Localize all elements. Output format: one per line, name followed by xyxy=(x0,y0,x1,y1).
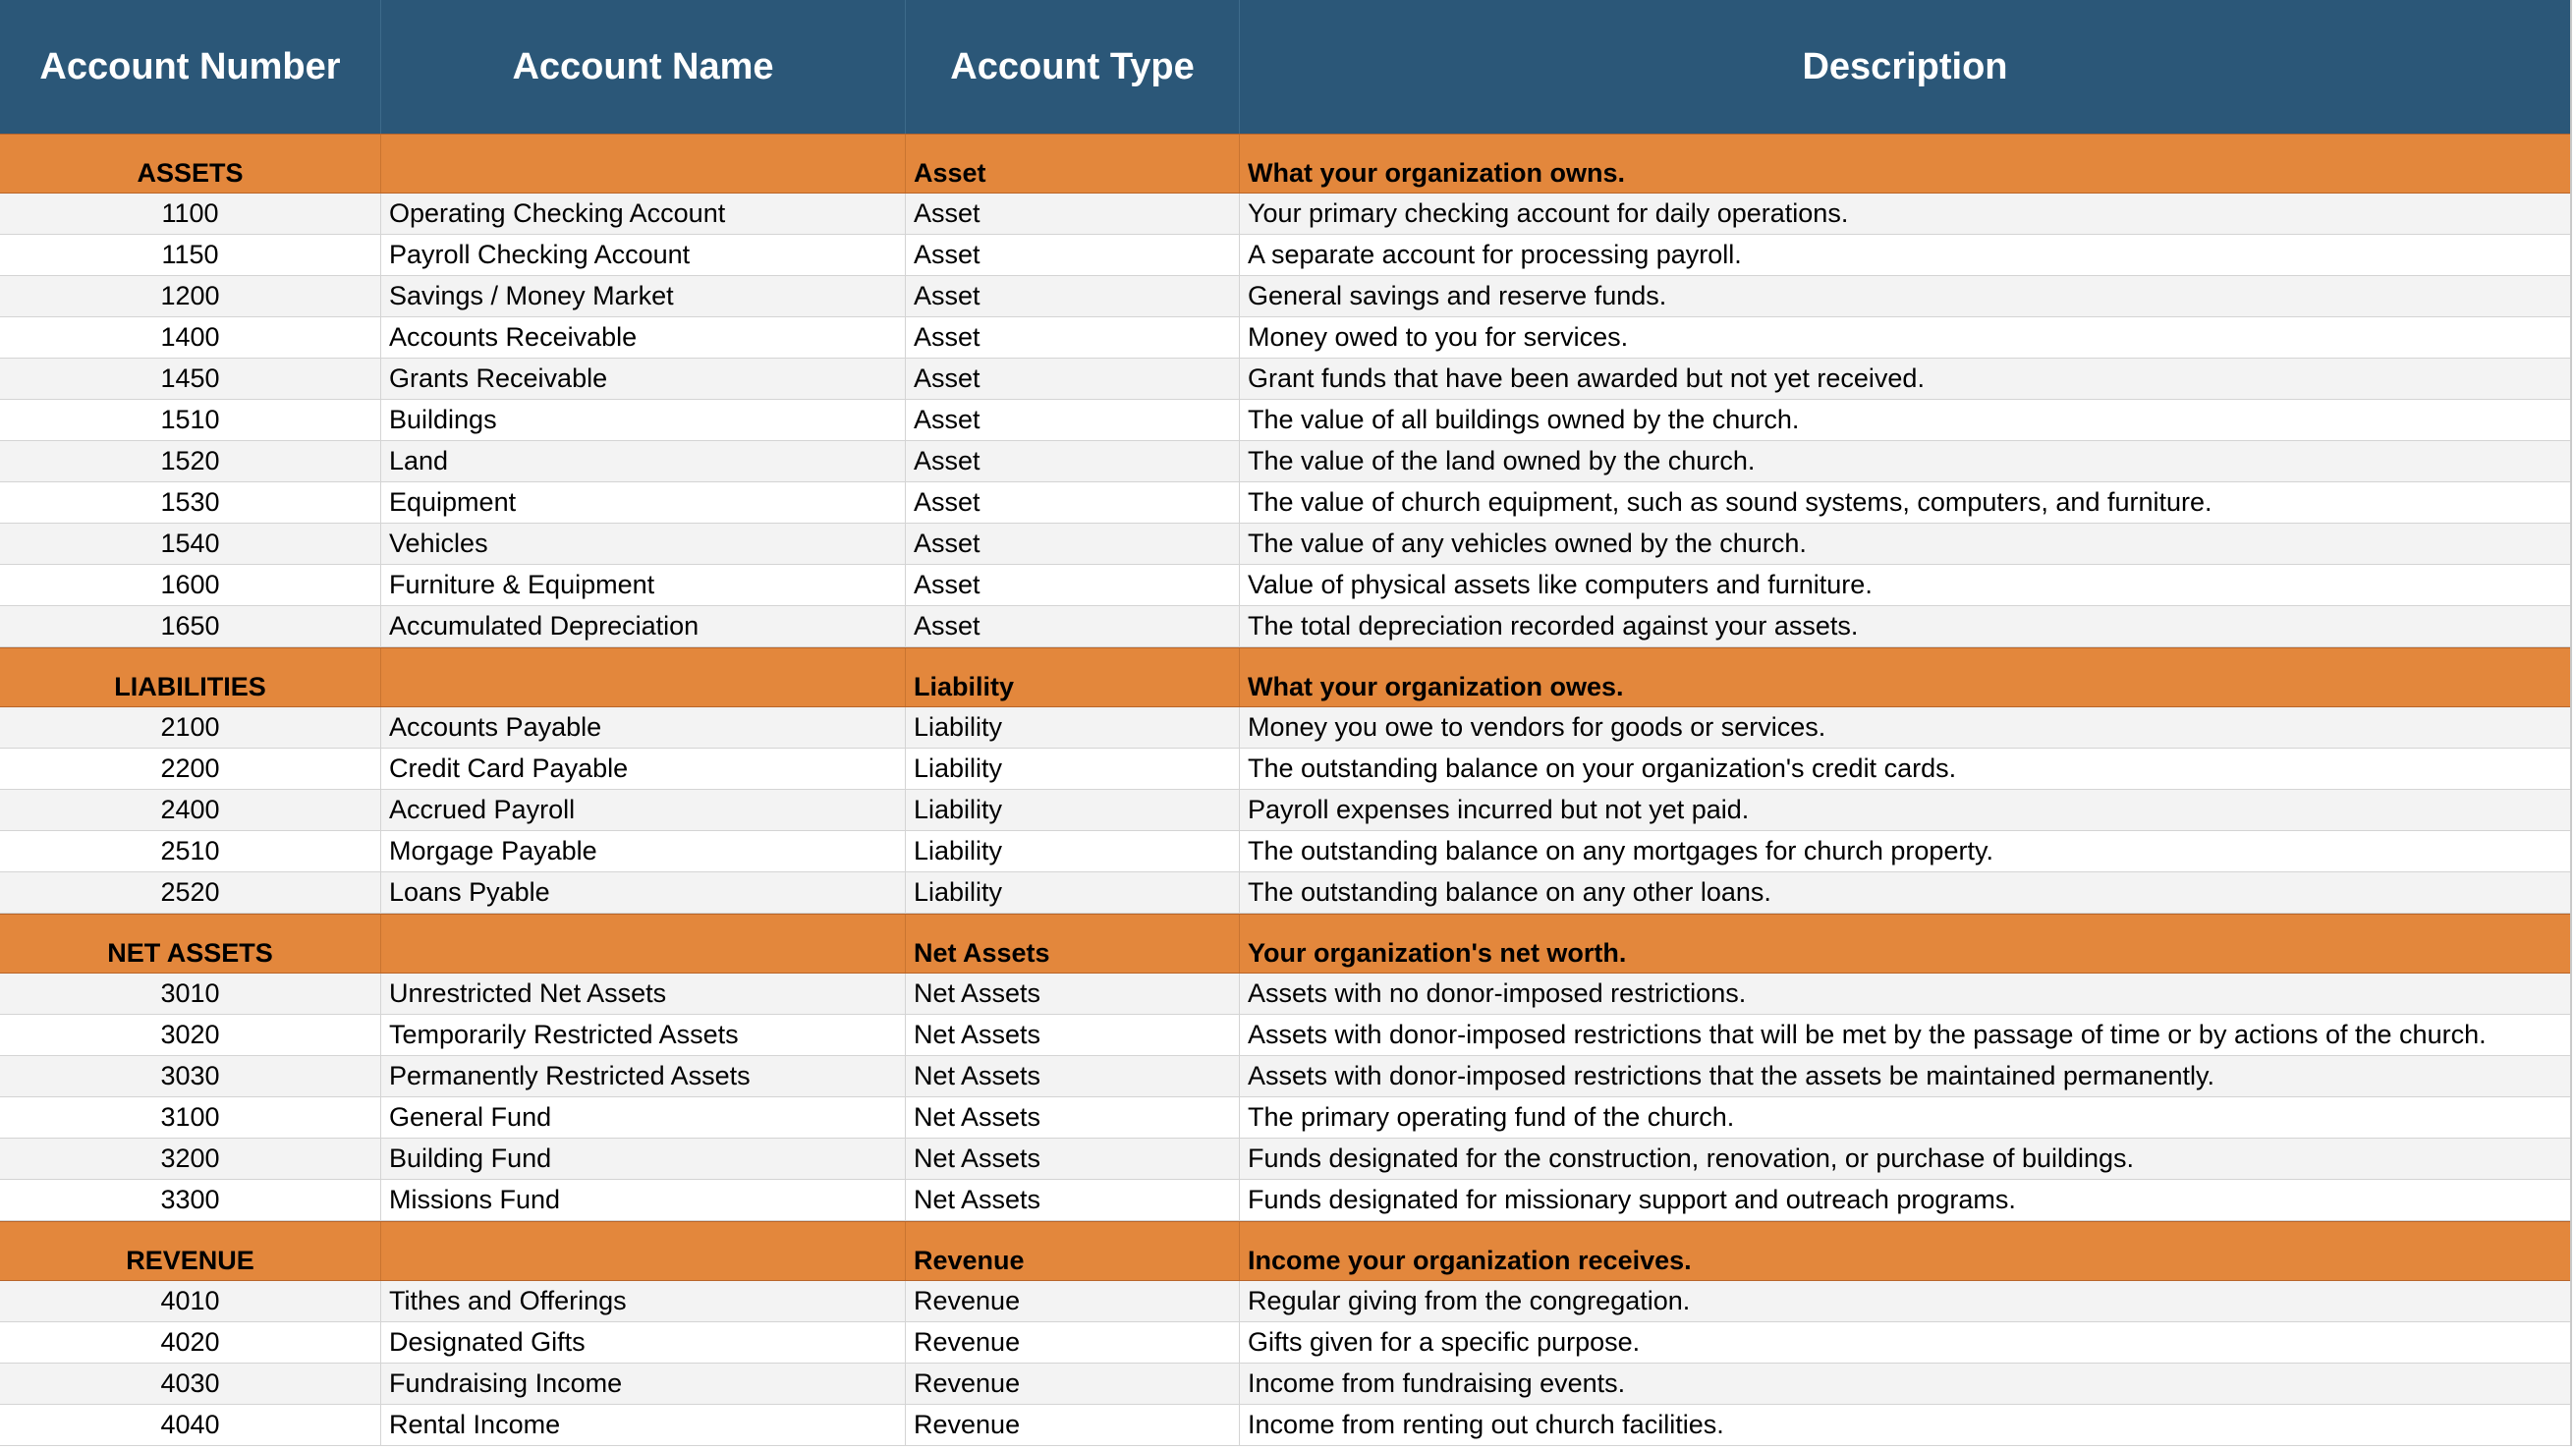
description-cell[interactable]: Payroll expenses incurred but not yet paid. xyxy=(1248,795,1750,824)
account-name-cell[interactable]: Building Fund xyxy=(381,1139,906,1179)
account-name-cell[interactable]: Unrestricted Net Assets xyxy=(381,974,906,1014)
account-number-cell[interactable]: 2100 xyxy=(0,707,381,748)
account-name-cell[interactable]: Accrued Payroll xyxy=(381,790,906,830)
account-name-cell[interactable]: Missions Fund xyxy=(381,1180,906,1220)
account-type-cell[interactable]: Asset xyxy=(906,235,1240,275)
account-type-cell[interactable]: Liability xyxy=(906,872,1240,913)
table-row xyxy=(0,1322,2570,1364)
table-row xyxy=(0,1056,2570,1097)
account-name-cell[interactable]: Rental Income xyxy=(381,1405,906,1445)
account-name-cell[interactable]: Land xyxy=(381,441,906,481)
table-row xyxy=(0,1405,2570,1446)
account-name-cell[interactable]: Payroll Checking Account xyxy=(381,235,906,275)
account-number-cell[interactable]: 3030 xyxy=(0,1056,381,1096)
account-number-cell[interactable]: 4030 xyxy=(0,1364,381,1404)
account-type-cell[interactable]: Revenue xyxy=(906,1405,1240,1445)
table-row xyxy=(0,749,2570,790)
account-name-cell[interactable]: Morgage Payable xyxy=(381,831,906,871)
account-number-cell[interactable]: 3100 xyxy=(0,1097,381,1138)
account-name-cell[interactable]: Equipment xyxy=(381,482,906,523)
account-type-cell[interactable]: Net Assets xyxy=(906,1139,1240,1179)
description-cell[interactable]: Assets with no donor-imposed restrictions. xyxy=(1248,978,1747,1008)
account-type-cell[interactable]: Asset xyxy=(906,359,1240,399)
table-row xyxy=(0,359,2570,400)
account-name-cell[interactable]: Credit Card Payable xyxy=(381,749,906,789)
table-row xyxy=(0,872,2570,914)
account-type-cell[interactable]: Asset xyxy=(906,400,1240,440)
description-cell[interactable]: A separate account for processing payroll. xyxy=(1248,240,1742,269)
account-number-cell[interactable]: 2400 xyxy=(0,790,381,830)
account-name-cell[interactable]: Accumulated Depreciation xyxy=(381,606,906,646)
account-name-cell[interactable]: Vehicles xyxy=(381,524,906,564)
account-type-cell[interactable]: Net Assets xyxy=(906,1056,1240,1096)
table-row xyxy=(0,565,2570,606)
header-account-number[interactable]: Account Number xyxy=(0,0,381,134)
section-name-empty[interactable] xyxy=(381,915,906,973)
account-number-cell[interactable]: 1520 xyxy=(0,441,381,481)
account-type-cell[interactable]: Asset xyxy=(906,482,1240,523)
table-row xyxy=(0,707,2570,749)
section-row xyxy=(0,1221,2570,1281)
description-cell[interactable]: Money owed to you for services. xyxy=(1248,322,1629,352)
description-cell[interactable]: Funds designated for the construction, renovation, or purchase of buildings. xyxy=(1248,1143,2135,1173)
description-cell[interactable]: The outstanding balance on any other loans. xyxy=(1248,877,1771,907)
account-number-cell[interactable]: 1150 xyxy=(0,235,381,275)
section-name-empty[interactable] xyxy=(381,1222,906,1280)
account-type-cell[interactable]: Asset xyxy=(906,194,1240,234)
account-name-cell[interactable]: General Fund xyxy=(381,1097,906,1138)
section-type[interactable]: Liability xyxy=(906,648,1240,706)
section-title[interactable]: LIABILITIES xyxy=(0,648,381,706)
account-type-cell[interactable]: Net Assets xyxy=(906,1097,1240,1138)
description-cell[interactable]: Your primary checking account for daily operations. xyxy=(1248,198,1849,228)
table-row xyxy=(0,235,2570,276)
account-number-cell[interactable]: 1600 xyxy=(0,565,381,605)
account-name-cell[interactable]: Operating Checking Account xyxy=(381,194,906,234)
description-cell[interactable]: Gifts given for a specific purpose. xyxy=(1248,1327,1641,1357)
account-number-cell[interactable]: 1650 xyxy=(0,606,381,646)
table-row xyxy=(0,1015,2570,1056)
description-cell[interactable]: The value of any vehicles owned by the church. xyxy=(1248,529,1807,558)
account-type-cell[interactable]: Liability xyxy=(906,831,1240,871)
account-name-cell[interactable]: Permanently Restricted Assets xyxy=(381,1056,906,1096)
account-name-cell[interactable]: Fundraising Income xyxy=(381,1364,906,1404)
header-account-type[interactable]: Account Type xyxy=(906,0,1240,134)
description-cell[interactable]: Funds designated for missionary support and outreach programs. xyxy=(1248,1185,2016,1214)
account-number-cell[interactable]: 1400 xyxy=(0,317,381,358)
account-type-cell[interactable]: Net Assets xyxy=(906,1180,1240,1220)
account-number-cell[interactable]: 4040 xyxy=(0,1405,381,1445)
account-number-cell[interactable]: 2510 xyxy=(0,831,381,871)
section-description[interactable]: What your organization owns. xyxy=(1248,158,1625,188)
header-account-name[interactable]: Account Name xyxy=(381,0,906,134)
account-name-cell[interactable]: Designated Gifts xyxy=(381,1322,906,1363)
account-type-cell[interactable]: Asset xyxy=(906,524,1240,564)
account-number-cell[interactable]: 4020 xyxy=(0,1322,381,1363)
description-cell[interactable]: The primary operating fund of the church. xyxy=(1248,1102,1735,1132)
account-number-cell[interactable]: 1100 xyxy=(0,194,381,234)
account-type-cell[interactable]: Liability xyxy=(906,707,1240,748)
table-row xyxy=(0,790,2570,831)
account-name-cell[interactable]: Grants Receivable xyxy=(381,359,906,399)
table-row xyxy=(0,606,2570,647)
table-row xyxy=(0,831,2570,872)
table-row xyxy=(0,1139,2570,1180)
account-type-cell[interactable]: Net Assets xyxy=(906,974,1240,1014)
header-description[interactable]: Description xyxy=(1802,45,2008,87)
description-cell[interactable]: The outstanding balance on any mortgages for church property. xyxy=(1248,836,1993,865)
account-name-cell[interactable]: Temporarily Restricted Assets xyxy=(381,1015,906,1055)
section-type[interactable]: Revenue xyxy=(906,1222,1240,1280)
description-cell[interactable]: Value of physical assets like computers and furniture. xyxy=(1248,570,1873,599)
account-number-cell[interactable]: 1450 xyxy=(0,359,381,399)
account-number-cell[interactable]: 4010 xyxy=(0,1281,381,1321)
account-type-cell[interactable]: Net Assets xyxy=(906,1015,1240,1055)
section-description[interactable]: Your organization's net worth. xyxy=(1248,938,1627,968)
description-cell[interactable]: General savings and reserve funds. xyxy=(1248,281,1667,310)
table-row xyxy=(0,974,2570,1015)
account-name-cell[interactable]: Tithes and Offerings xyxy=(381,1281,906,1321)
account-name-cell[interactable]: Accounts Payable xyxy=(381,707,906,748)
account-number-cell[interactable]: 1530 xyxy=(0,482,381,523)
section-description[interactable]: Income your organization receives. xyxy=(1248,1246,1692,1275)
description-cell[interactable]: Money you owe to vendors for goods or services. xyxy=(1248,712,1826,742)
description-cell[interactable]: The value of church equipment, such as sound systems, computers, and furniture. xyxy=(1248,487,2212,517)
table-row xyxy=(0,194,2570,235)
account-type-cell[interactable]: Revenue xyxy=(906,1281,1240,1321)
description-cell[interactable]: Income from renting out church facilities. xyxy=(1248,1410,1724,1439)
description-cell[interactable]: The value of all buildings owned by the church. xyxy=(1248,405,1800,434)
table-row xyxy=(0,524,2570,565)
account-type-cell[interactable]: Liability xyxy=(906,749,1240,789)
account-type-cell[interactable]: Asset xyxy=(906,317,1240,358)
table-row xyxy=(0,441,2570,482)
account-type-cell[interactable]: Asset xyxy=(906,565,1240,605)
account-number-cell[interactable]: 3020 xyxy=(0,1015,381,1055)
section-row xyxy=(0,647,2570,707)
description-cell[interactable]: Income from fundraising events. xyxy=(1248,1368,1626,1398)
account-type-cell[interactable]: Revenue xyxy=(906,1364,1240,1404)
table-row xyxy=(0,482,2570,524)
section-row xyxy=(0,914,2570,974)
description-cell[interactable]: The value of the land owned by the church. xyxy=(1248,446,1756,475)
description-cell[interactable]: Grant funds that have been awarded but not yet received. xyxy=(1248,363,1925,393)
section-title[interactable]: ASSETS xyxy=(0,135,381,193)
account-number-cell[interactable]: 1510 xyxy=(0,400,381,440)
description-cell[interactable]: The total depreciation recorded against your assets. xyxy=(1248,611,1859,641)
account-type-cell[interactable]: Asset xyxy=(906,441,1240,481)
description-cell[interactable]: The outstanding balance on your organization's credit cards. xyxy=(1248,753,1957,783)
account-name-cell[interactable]: Savings / Money Market xyxy=(381,276,906,316)
table-row xyxy=(0,317,2570,359)
account-number-cell[interactable]: 2520 xyxy=(0,872,381,913)
section-description[interactable]: What your organization owes. xyxy=(1248,672,1624,701)
account-type-cell[interactable]: Asset xyxy=(906,606,1240,646)
section-row xyxy=(0,134,2570,194)
description-cell[interactable]: Assets with donor-imposed restrictions that the assets be maintained permanently. xyxy=(1248,1061,2214,1090)
header-row xyxy=(0,0,2570,134)
table-row xyxy=(0,400,2570,441)
account-name-cell[interactable]: Buildings xyxy=(381,400,906,440)
section-name-empty[interactable] xyxy=(381,135,906,193)
account-number-cell[interactable]: 2200 xyxy=(0,749,381,789)
account-number-cell[interactable]: 1200 xyxy=(0,276,381,316)
account-name-cell[interactable]: Loans Pyable xyxy=(381,872,906,913)
section-title[interactable]: REVENUE xyxy=(0,1222,381,1280)
account-name-cell[interactable]: Accounts Receivable xyxy=(381,317,906,358)
account-number-cell[interactable]: 3010 xyxy=(0,974,381,1014)
section-type[interactable]: Net Assets xyxy=(906,915,1240,973)
section-name-empty[interactable] xyxy=(381,648,906,706)
account-number-cell[interactable]: 3300 xyxy=(0,1180,381,1220)
account-number-cell[interactable]: 1540 xyxy=(0,524,381,564)
description-cell[interactable]: Assets with donor-imposed restrictions that will be met by the passage of time or by actions of the church. xyxy=(1248,1020,2487,1049)
table-row xyxy=(0,1281,2570,1322)
account-type-cell[interactable]: Revenue xyxy=(906,1322,1240,1363)
table-row xyxy=(0,1180,2570,1221)
account-number-cell[interactable]: 3200 xyxy=(0,1139,381,1179)
account-type-cell[interactable]: Liability xyxy=(906,790,1240,830)
table-row xyxy=(0,1364,2570,1405)
section-type[interactable]: Asset xyxy=(906,135,1240,193)
section-title[interactable]: NET ASSETS xyxy=(0,915,381,973)
account-name-cell[interactable]: Furniture & Equipment xyxy=(381,565,906,605)
account-type-cell[interactable]: Asset xyxy=(906,276,1240,316)
table-row xyxy=(0,1097,2570,1139)
table-row xyxy=(0,276,2570,317)
description-cell[interactable]: Regular giving from the congregation. xyxy=(1248,1286,1691,1315)
